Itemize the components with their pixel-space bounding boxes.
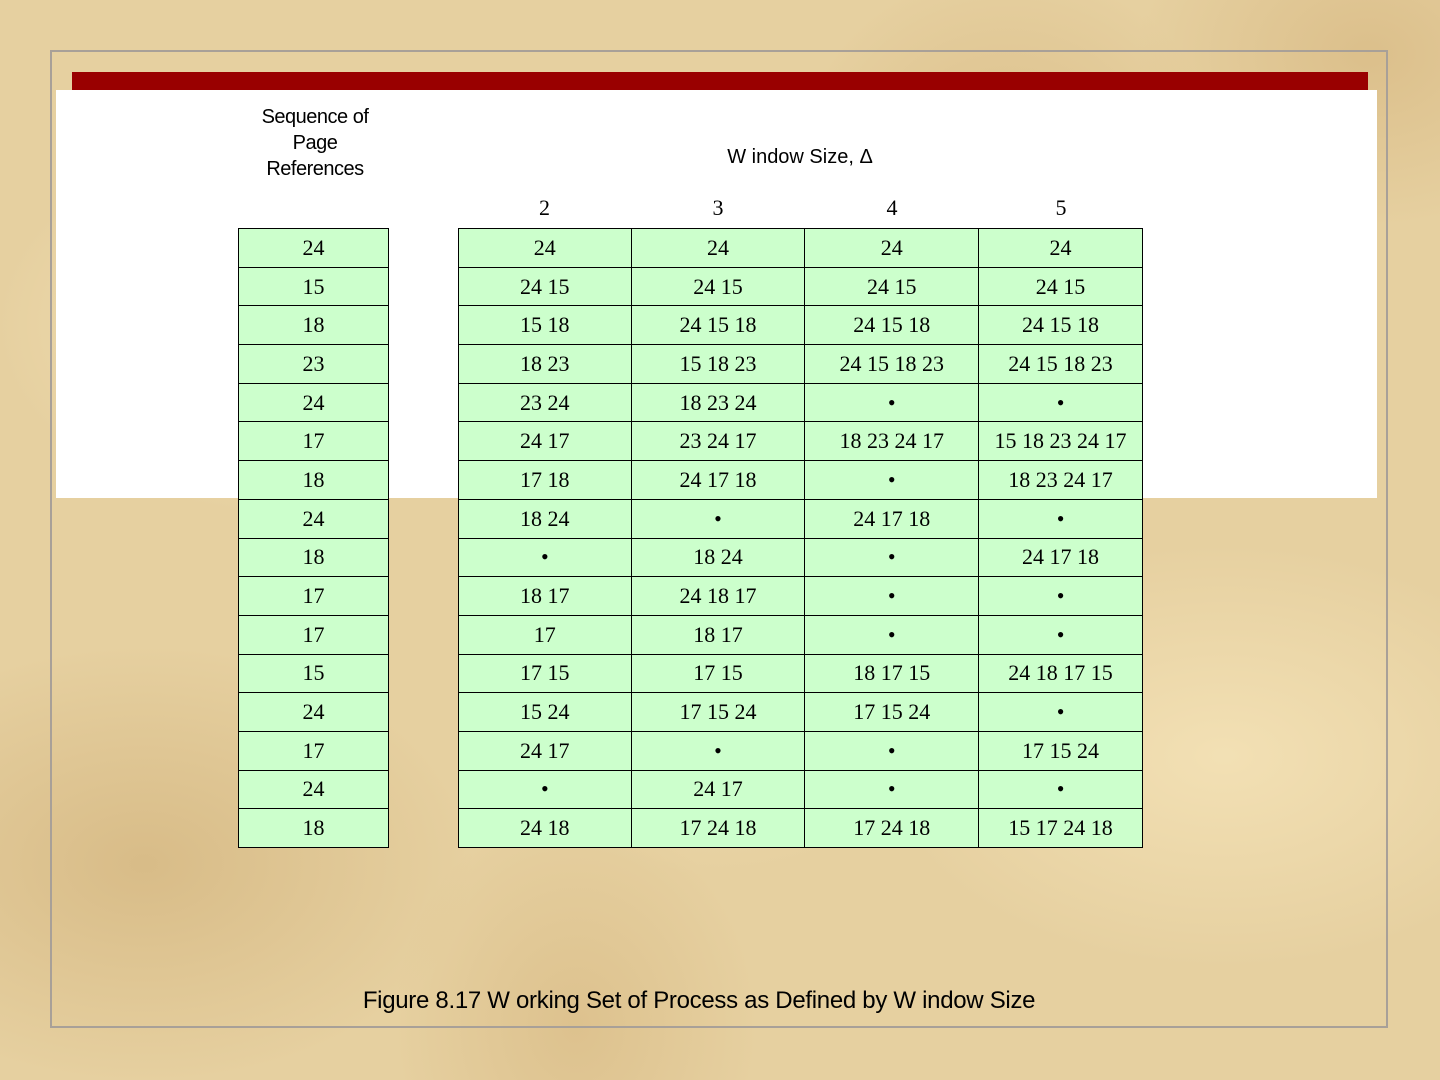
working-set-cell: 17 18 <box>459 461 632 500</box>
working-set-cell: 18 24 <box>459 499 632 538</box>
working-set-cell: • <box>805 770 979 809</box>
working-set-cell: • <box>631 499 805 538</box>
window-size-4: 4 <box>886 195 898 220</box>
table-row <box>459 731 1143 770</box>
working-set-cell: 17 15 <box>459 654 632 693</box>
working-set-cell: 18 23 <box>459 345 632 384</box>
page-reference-cell: 23 <box>239 345 389 384</box>
working-set-cell: • <box>979 615 1143 654</box>
table-row <box>239 229 389 268</box>
table-row <box>239 615 389 654</box>
page-reference-cell: 24 <box>239 383 389 422</box>
working-set-cell: 24 15 <box>631 267 805 306</box>
working-set-cell: 18 17 <box>631 615 805 654</box>
working-set-cell: 17 15 24 <box>979 731 1143 770</box>
page-reference-cell: 24 <box>239 770 389 809</box>
table-row <box>459 345 1143 384</box>
table-row <box>459 306 1143 345</box>
working-set-cell: • <box>979 577 1143 616</box>
working-set-cell: • <box>805 731 979 770</box>
window-size-2: 2 <box>539 195 550 220</box>
working-set-cell: 17 <box>459 615 632 654</box>
table-row <box>459 383 1143 422</box>
working-set-cell: 17 24 18 <box>805 809 979 848</box>
page-reference-cell: 17 <box>239 731 389 770</box>
page-reference-table <box>238 228 389 848</box>
page-reference-cell: 18 <box>239 538 389 577</box>
working-set-cell: 24 15 18 23 <box>805 345 979 384</box>
working-set-cell: • <box>979 693 1143 732</box>
working-set-cell: • <box>805 577 979 616</box>
window-size-header: W indow Size, Δ <box>727 146 873 168</box>
table-row <box>239 306 389 345</box>
working-set-cell: • <box>805 383 979 422</box>
table-row <box>459 693 1143 732</box>
working-set-cell: 15 24 <box>459 693 632 732</box>
working-set-cell: 24 17 <box>459 422 632 461</box>
working-set-cell: 24 15 <box>459 267 632 306</box>
working-set-cell: • <box>979 383 1143 422</box>
working-set-cell: 24 17 <box>631 770 805 809</box>
table-row <box>459 499 1143 538</box>
working-set-cell: 24 18 <box>459 809 632 848</box>
page-reference-cell: 18 <box>239 461 389 500</box>
table-row <box>239 267 389 306</box>
working-set-cell: 15 18 23 <box>631 345 805 384</box>
table-row <box>239 345 389 384</box>
table-row <box>459 654 1143 693</box>
working-set-cell: 24 15 <box>805 267 979 306</box>
working-set-table <box>458 228 1143 848</box>
title-accent-bar <box>72 72 1368 90</box>
table-row <box>239 693 389 732</box>
working-set-cell: 24 17 18 <box>805 499 979 538</box>
working-set-cell: 24 <box>979 229 1143 268</box>
table-row <box>459 809 1143 848</box>
working-set-cell: 18 17 15 <box>805 654 979 693</box>
working-set-cell: 17 15 24 <box>631 693 805 732</box>
table-row <box>459 615 1143 654</box>
table-row <box>459 229 1143 268</box>
table-row <box>239 654 389 693</box>
table-row <box>239 422 389 461</box>
working-set-cell: 17 15 <box>631 654 805 693</box>
working-set-cell: 17 15 24 <box>805 693 979 732</box>
working-set-cell: • <box>459 770 632 809</box>
working-set-cell: 18 23 24 17 <box>805 422 979 461</box>
page-reference-cell: 17 <box>239 577 389 616</box>
working-set-cell: 24 15 18 23 <box>979 345 1143 384</box>
working-set-cell: 24 <box>631 229 805 268</box>
working-set-cell: • <box>805 538 979 577</box>
working-set-cell: 24 <box>459 229 632 268</box>
working-set-cell: 18 23 24 17 <box>979 461 1143 500</box>
working-set-cell: 18 23 24 <box>631 383 805 422</box>
working-set-cell: 15 17 24 18 <box>979 809 1143 848</box>
table-row <box>239 461 389 500</box>
working-set-cell: 15 18 <box>459 306 632 345</box>
figure-caption: Figure 8.17 W orking Set of Process as Defined by W indow Size <box>362 987 1036 1014</box>
window-size-5: 5 <box>1055 195 1067 220</box>
working-set-cell: 18 17 <box>459 577 632 616</box>
working-set-cell: 15 18 23 24 17 <box>979 422 1143 461</box>
working-set-cell: • <box>459 538 632 577</box>
working-set-cell: 17 24 18 <box>631 809 805 848</box>
page-reference-cell: 24 <box>239 693 389 732</box>
working-set-cell: 24 18 17 15 <box>979 654 1143 693</box>
page-reference-cell: 15 <box>239 267 389 306</box>
table-row <box>239 731 389 770</box>
table-row <box>459 538 1143 577</box>
page-reference-cell: 24 <box>239 499 389 538</box>
table-row <box>459 267 1143 306</box>
working-set-cell: • <box>805 461 979 500</box>
page-reference-cell: 18 <box>239 306 389 345</box>
working-set-cell: • <box>979 770 1143 809</box>
working-set-cell: 24 15 18 <box>979 306 1143 345</box>
table-row <box>459 577 1143 616</box>
window-size-3: 3 <box>712 195 724 220</box>
page-reference-cell: 15 <box>239 654 389 693</box>
sequence-header: Sequence of Page References <box>261 106 369 180</box>
page-reference-cell: 24 <box>239 229 389 268</box>
working-set-cell: 24 <box>805 229 979 268</box>
working-set-cell: 23 24 17 <box>631 422 805 461</box>
working-set-cell: 24 17 <box>459 731 632 770</box>
working-set-cell: 24 17 18 <box>979 538 1143 577</box>
working-set-cell: • <box>805 615 979 654</box>
page-reference-cell: 17 <box>239 615 389 654</box>
page-reference-cell: 18 <box>239 809 389 848</box>
working-set-cell: 24 15 18 <box>805 306 979 345</box>
working-set-cell: 18 24 <box>631 538 805 577</box>
working-set-cell: 24 17 18 <box>631 461 805 500</box>
page-reference-cell: 17 <box>239 422 389 461</box>
working-set-cell: 24 15 18 <box>631 306 805 345</box>
working-set-cell: 23 24 <box>459 383 632 422</box>
table-row <box>459 422 1143 461</box>
working-set-cell: • <box>979 499 1143 538</box>
table-row <box>459 770 1143 809</box>
table-row <box>459 461 1143 500</box>
working-set-cell: 24 18 17 <box>631 577 805 616</box>
table-row <box>239 383 389 422</box>
table-row <box>239 577 389 616</box>
table-row <box>239 538 389 577</box>
working-set-cell: • <box>631 731 805 770</box>
table-row <box>239 770 389 809</box>
table-row <box>239 809 389 848</box>
working-set-cell: 24 15 <box>979 267 1143 306</box>
table-row <box>239 499 389 538</box>
